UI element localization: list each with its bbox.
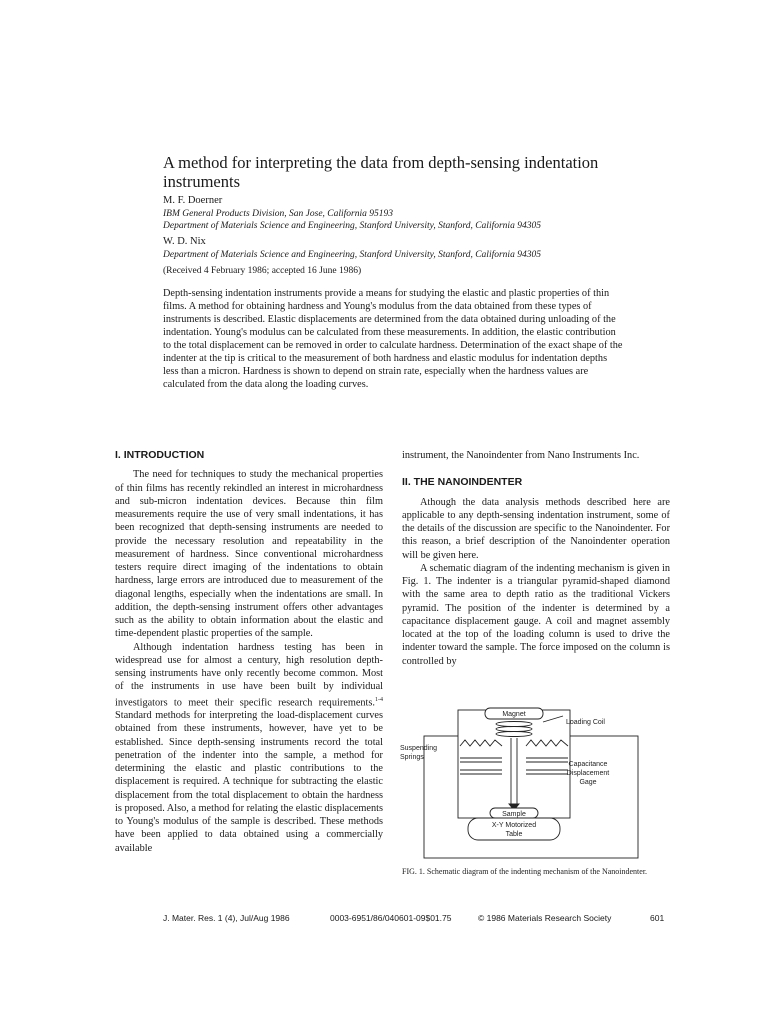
springs-label: Springs [400,754,424,761]
capacitance-label: Displacement [566,770,610,777]
section-heading: I. INTRODUCTION [115,449,205,461]
capacitance-label: Gage [579,779,597,786]
author-name: W. D. Nix [163,236,206,247]
author-affiliation: Department of Materials Science and Engineering, Stanford University, Stanford, California 94305 [163,221,541,231]
citation-ref: 1-4 [375,696,383,703]
table-label: Table [505,831,523,838]
page-number: 601 [650,913,665,923]
abstract: Depth-sensing indentation instruments provide a means for studying the elastic and plastic properties of thin films. A method for obtaining hardness and Young's modulus from the data obtained from these types of instruments is described. Elastic displacements are determined from the data obtained during unloading of the indentation. Young's modulus can be calculated from these measurements. In addition, the elastic contribution to the total displacement can be removed in order to calculate hardness. Determination of the exact shape of the indenter at the tip is critical to the measurement of both hardness and elastic modulus for indentation depths less than a micron. Hardness is shown to depend on strain rate, especially when the hardness values are calculated from the data along the loading curves. [163,288,623,390]
paragraph: A schematic diagram of the indenting mechanism is given in Fig. 1. The indenter is a triangular pyramid-shaped diamond with the same area to depth ratio as the traditional Vickers pyramid. The position of the indenter is determined by a capacitance displacement gauge. A coil and magnet assembly located at the top of the loading column is used to drive the indenter toward the sample. The force imposed on the column is controlled by [402,562,670,667]
magnet-label: Magnet [502,711,526,718]
sample-label: Sample [502,811,526,818]
paragraph: Athough the data analysis methods described here are applicable to any depth-sensing indentation instrument, some of the details of the discussion are specific to the Nanoindenter. For this reason, a brief description of the Nanoindenter operation will be given here. [402,496,670,561]
article-code: 0003-6951/86/040601-09$01.75 [330,913,452,923]
springs-label: Suspending [400,745,437,752]
loading-coil-label: Loading Coil [566,719,605,726]
capacitance-label: Capacitance [568,761,608,768]
paragraph: instrument, the Nanoindenter from Nano Instruments Inc. [402,450,640,461]
figure-caption: FIG. 1. Schematic diagram of the indenting mechanism of the Nanoindenter. [402,867,648,876]
author-affiliation: Department of Materials Science and Engineering, Stanford University, Stanford, California 94305 [163,250,541,260]
author-name: M. F. Doerner [163,195,223,206]
indenter-schematic-figure [398,700,648,862]
paragraph: The need for techniques to study the mechanical properties of thin films has recently rekindled an interest in microhardness and sub-micron indentation devices. Because thin film measurements require the use of very small indentations, it has been recognized that depth-sensing instruments are needed to provide the necessary resolution and repeatability in the measurement of hardness. Since conventional microhardness testers require direct imaging of the indentations to obtain hardness, large errors are introduced due to measurement of the diagonal lengths, especially when the indentations are small. In addition, the depth-sensing instrument offers other advantages such as the ability to obtain information about the elastic and time-dependent plastic properties of the sample. [115,469,383,640]
received-dates: (Received 4 February 1986; accepted 16 June 1986) [163,266,362,276]
paragraph: Although indentation hardness testing has been in widespread use for almost a century, high resolution depth-sensing instruments have only recently become common. Most of the instruments in use have been built by individual investigators to meet their specific research requirements.$^{1-4}$ Standard methods for interpreting the load-displacement curves obtained from these instruments, however, have yet to be established. Since depth-sensing instruments record the total penetration of the indenter into the sample, a method for determining the elastic and plastic contributions to the displacement is required. A technique for subtracting the elastic displacement from the total displacement to obtain the hardness is proposed. Also, a method for relating the elastic displacements to Young's modulus of the sample is described. These methods have been applied to data obtained using a commercially available [115,641,383,854]
left-column [115,449,383,855]
section-heading: II. THE NANOINDENTER [402,476,523,489]
copyright: © 1986 Materials Research Society [478,913,612,923]
journal-citation: J. Mater. Res. 1 (4), Jul/Aug 1986 [163,913,290,923]
paper-title: A method for interpreting the data from depth-sensing indentation instruments [163,153,599,191]
author-affiliation: IBM General Products Division, San Jose, California 95193 [163,209,393,219]
right-column [402,449,670,668]
table-label: X-Y Motorized [491,822,537,829]
